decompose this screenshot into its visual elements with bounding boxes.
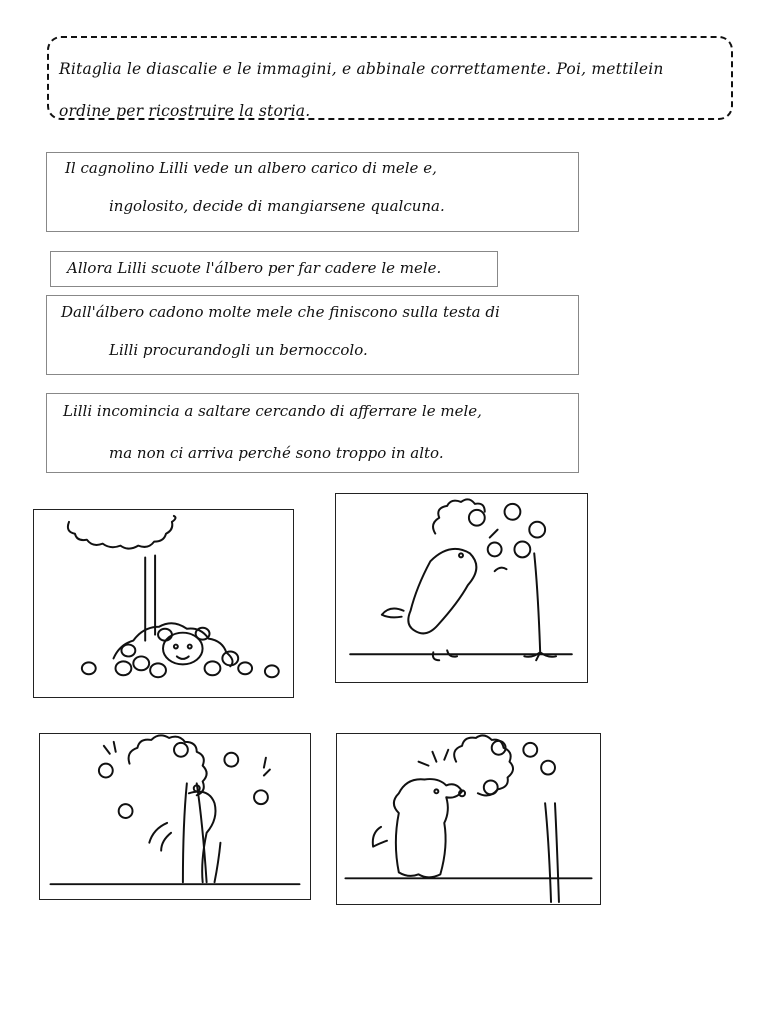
caption-3-line-1: Dall'álbero cadono molte mele che finiscono sulla testa di xyxy=(61,303,500,321)
caption-1-line-2: ingolosito, decide di mangiarsene qualcuna. xyxy=(109,197,445,215)
picture-card-4[interactable] xyxy=(336,733,601,905)
picture-card-3[interactable] xyxy=(39,733,311,900)
picture-card-1[interactable] xyxy=(33,509,294,698)
caption-3-line-2: Lilli procurandogli un bernoccolo. xyxy=(109,341,368,359)
caption-card-4[interactable] xyxy=(46,393,579,473)
dog-looking-at-tree-illustration xyxy=(337,734,600,904)
caption-card-2[interactable] xyxy=(50,251,498,287)
caption-card-1[interactable] xyxy=(46,152,579,232)
caption-2-line-1: Allora Lilli scuote l'álbero per far cadere le mele. xyxy=(67,259,442,277)
instruction-line-1: Ritaglia le diascalie e le immagini, e abbinale correttamente. Poi, mettilein xyxy=(59,60,664,78)
picture-card-2[interactable] xyxy=(335,493,588,683)
instruction-box xyxy=(47,36,733,120)
dog-shaking-tree-illustration xyxy=(40,734,310,899)
caption-4-line-2: ma non ci arriva perché sono troppo in alto. xyxy=(109,444,444,462)
dog-jumping-for-apples-illustration xyxy=(336,494,587,682)
caption-4-line-1: Lilli incomincia a saltare cercando di afferrare le mele, xyxy=(63,402,482,420)
instruction-line-2: ordine per ricostruire la storia. xyxy=(59,102,311,120)
caption-1-line-1: Il cagnolino Lilli vede un albero carico di mele e, xyxy=(65,159,437,177)
caption-card-3[interactable] xyxy=(46,295,579,375)
dog-under-apple-pile-illustration xyxy=(34,510,293,697)
